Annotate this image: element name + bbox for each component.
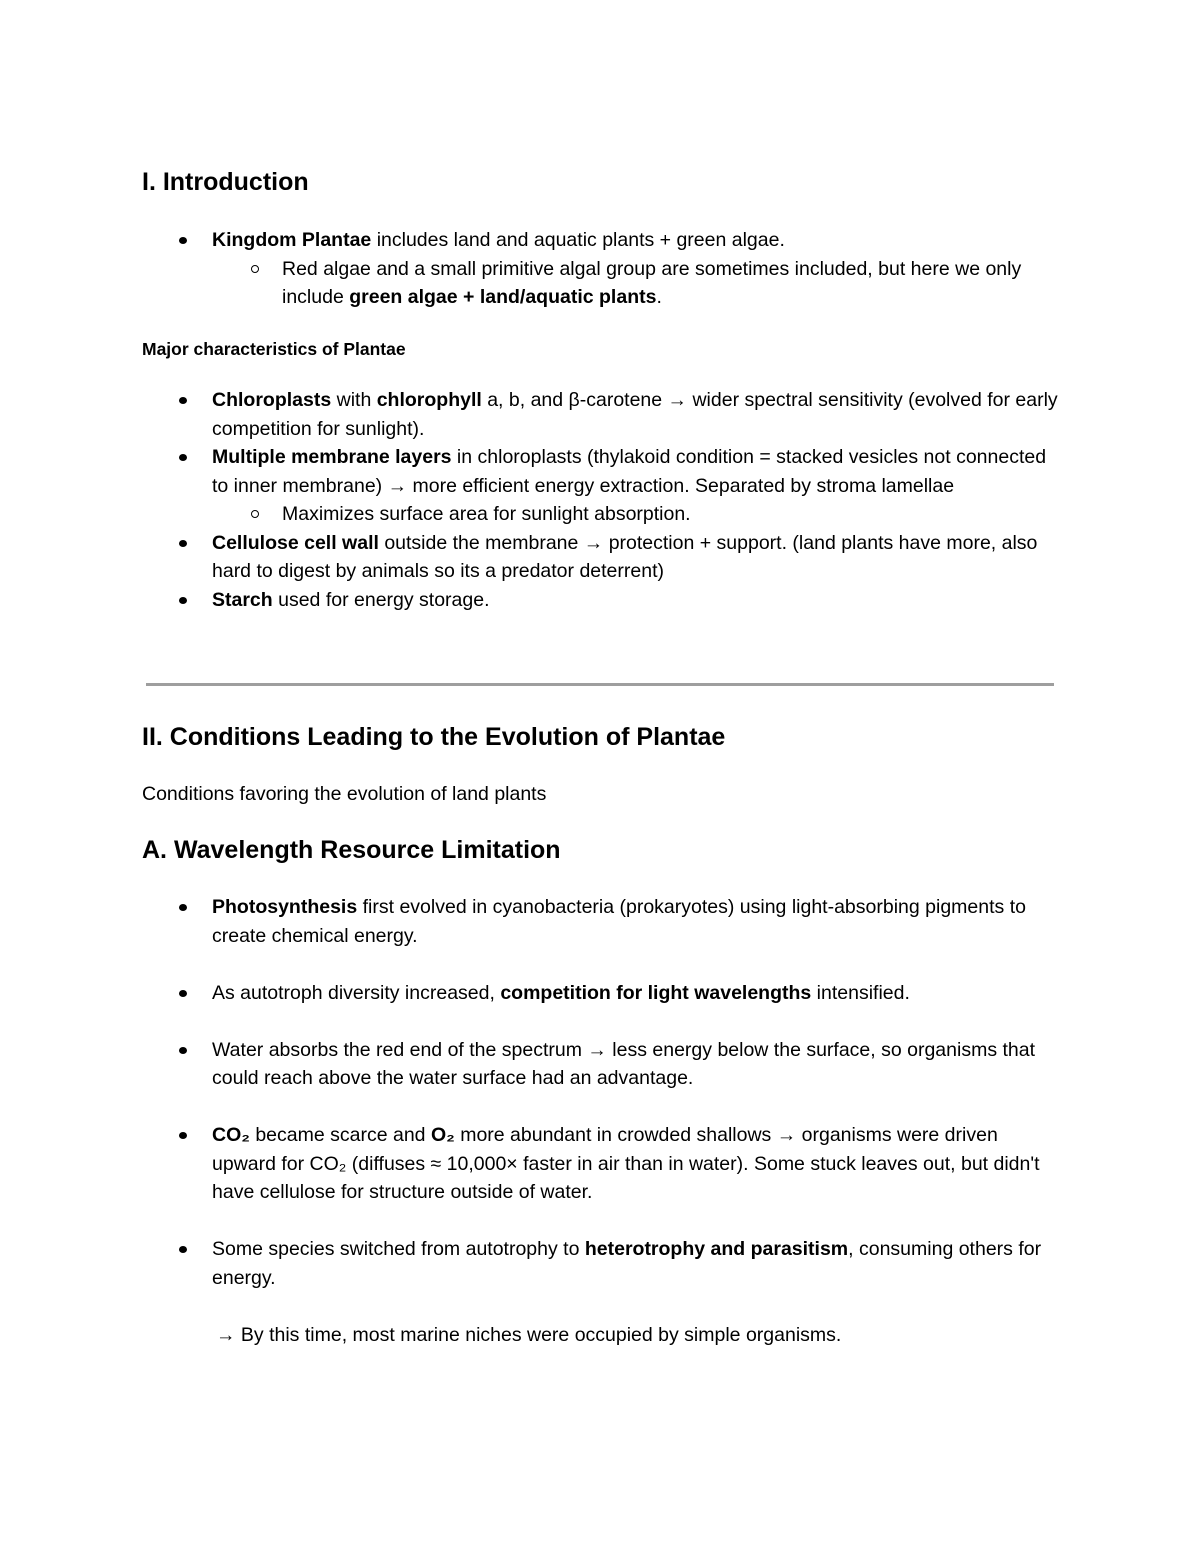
bullet-icon xyxy=(179,1047,187,1054)
term-bold: Starch xyxy=(212,588,273,611)
sub-list xyxy=(212,500,1058,529)
characteristics-subheading: Major characteristics of Plantae xyxy=(142,339,406,359)
list-item xyxy=(142,979,1058,1008)
item-text: in chloroplasts (thylakoid condition = stacked vesicles not connected to inner membrane) → more efficient energy extraction. Separated by stroma lamellae xyxy=(212,446,1047,497)
list-item xyxy=(142,226,1058,312)
bullet-icon xyxy=(179,990,187,997)
wavelength-list xyxy=(142,893,1058,1321)
item-text: Water absorbs the red end of the spectrum → less energy below the surface, so organisms that could reach above the water surface had an advantage. xyxy=(212,1038,1036,1089)
term-bold: heterotrophy and parasitism xyxy=(584,1238,849,1260)
list-item xyxy=(142,1235,1058,1292)
section-1-heading: I. Introduction xyxy=(142,168,309,196)
item-text: As autotroph diversity increased, xyxy=(212,981,501,1004)
item-text: includes land and aquatic plants + green algae. xyxy=(371,229,785,251)
term-bold: Multiple membrane layers xyxy=(212,446,452,468)
term-bold: O₂ xyxy=(430,1124,455,1146)
list-item xyxy=(142,443,1058,529)
term-bold: Kingdom Plantae xyxy=(212,229,372,251)
sub-item-text-end: . xyxy=(656,286,662,308)
list-item xyxy=(142,1121,1058,1207)
bullet-icon xyxy=(179,597,187,604)
bullet-icon xyxy=(179,397,187,404)
hollow-bullet-icon xyxy=(251,510,259,518)
list-item xyxy=(142,386,1058,443)
item-text: became scarce and xyxy=(249,1124,431,1146)
list-item xyxy=(142,893,1058,950)
bullet-icon xyxy=(179,904,187,911)
item-text: , consuming others for energy. xyxy=(212,1238,1042,1289)
sub-list-item xyxy=(212,500,1058,529)
bullet-icon xyxy=(179,1132,187,1139)
sub-list-item xyxy=(212,255,1058,312)
intro-list xyxy=(142,226,1058,312)
item-text: with xyxy=(331,389,377,411)
term-bold: Cellulose cell wall xyxy=(212,531,379,554)
sub-item-text: Maximizes surface area for sunlight absorption. xyxy=(282,503,691,525)
term-bold: competition for light wavelengths xyxy=(500,981,812,1004)
item-text: outside the membrane → protection + support. (land plants have more, also hard to digest by animals so its a predator deterrent) xyxy=(212,531,1038,582)
bullet-icon xyxy=(179,237,187,244)
characteristics-list xyxy=(142,386,1058,614)
sub-item-text: Red algae and a small primitive algal group are sometimes included, but here we only include xyxy=(282,257,1022,308)
item-text: a, b, and β-carotene → wider spectral sensitivity (evolved for early competition for sunlight). xyxy=(212,389,1058,440)
item-text: Some species switched from autotrophy to xyxy=(212,1238,585,1260)
term-bold: CO₂ xyxy=(212,1124,250,1146)
section-2-intro: Conditions favoring the evolution of land plants xyxy=(142,783,547,805)
item-text: first evolved in cyanobacteria (prokaryotes) using light-absorbing pigments to create chemical energy. xyxy=(212,896,1026,947)
sub-list xyxy=(212,255,1058,312)
item-text: used for energy storage. xyxy=(272,588,490,611)
bullet-icon xyxy=(179,540,187,547)
hollow-bullet-icon xyxy=(251,265,259,273)
term-bold: Chloroplasts xyxy=(212,389,332,411)
list-item xyxy=(142,1036,1058,1093)
conclusion-line: → By this time, most marine niches were occupied by simple organisms. xyxy=(216,1324,842,1346)
section-a-heading: A. Wavelength Resource Limitation xyxy=(142,836,561,864)
section-2-heading: II. Conditions Leading to the Evolution of Plantae xyxy=(142,723,726,751)
term-bold: chlorophyll xyxy=(376,389,482,411)
bullet-icon xyxy=(179,454,187,461)
list-item xyxy=(142,586,1058,615)
term-bold: green algae + land/aquatic plants xyxy=(349,286,657,308)
item-text: intensified. xyxy=(811,981,910,1004)
item-text: more abundant in crowded shallows → organisms were driven upward for CO₂ (diffuses ≈ 10,000× faster in air than in water). Some stuck leaves out, but didn't have cellulose for structure outside of water. xyxy=(212,1124,1040,1203)
bullet-icon xyxy=(179,1246,187,1253)
term-bold: Photosynthesis xyxy=(212,896,358,918)
list-item xyxy=(142,529,1058,586)
horizontal-divider xyxy=(146,683,1054,686)
